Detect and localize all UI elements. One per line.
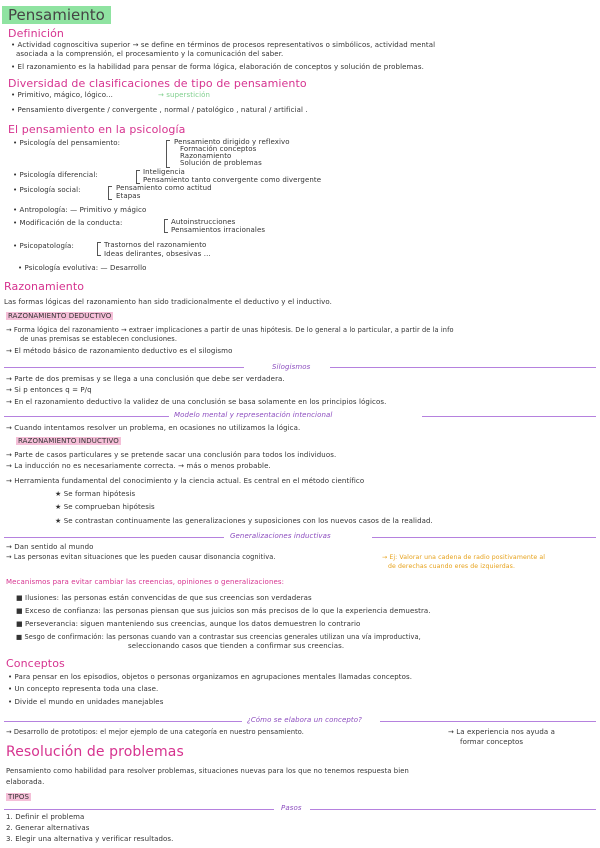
divider	[4, 416, 169, 417]
superstition-note: → superstición	[158, 91, 211, 99]
divider	[4, 367, 244, 368]
generalizaciones-line-1: → Dan sentido al mundo	[6, 543, 94, 551]
concepto-question-label: ¿Cómo se elabora un concepto?	[247, 716, 362, 724]
mecanismos-heading: Mecanismos para evitar cambiar las creencias, opiniones o generalizaciones:	[6, 578, 285, 586]
deductivo-heading	[6, 312, 113, 321]
brace	[136, 170, 140, 184]
divider	[4, 537, 224, 538]
brace-item: Ideas delirantes, obsesivas ...	[104, 250, 211, 258]
inductivo-heading-text: RAZONAMIENTO INDUCTIVO	[18, 437, 119, 445]
psicologia-heading: El pensamiento en la psicología	[8, 123, 186, 136]
mecanismo-item: ■ Sesgo de confirmación: las personas cuando van a contrastar sus creencias generales utilizan una vía improductiva,	[16, 633, 421, 641]
evolutiva-line: • Psicología evolutiva: — Desarrollo	[18, 264, 147, 272]
silogismos-label: Silogismos	[272, 363, 311, 371]
brace-item: Razonamiento	[180, 152, 232, 160]
mecanismo-item: ■ Exceso de confianza: las personas piensan que sus juicios son más precisos de lo que la experiencia demuestra.	[16, 607, 431, 615]
divider	[422, 416, 596, 417]
definicion-line-3: • El razonamiento es la habilidad para pensar de forma lógica, elaboración de conceptos y solución de problemas.	[11, 63, 424, 71]
brace-item: Inteligencia	[143, 168, 185, 176]
resolucion-heading: Resolución de problemas	[6, 744, 184, 760]
brace	[164, 219, 168, 233]
generalizaciones-note-2: de derechas cuando eres de izquierdas.	[388, 563, 516, 570]
paso-item: 2. Generar alternativas	[6, 824, 90, 832]
prototipos-line: → Desarrollo de prototipos: el mejor ejemplo de una categoría en nuestro pensamiento.	[6, 728, 304, 736]
tipos-text: TIPOS	[8, 793, 30, 801]
razonamiento-intro: Las formas lógicas del razonamiento han sido tradicionalmente el deductivo y el inductivo.	[4, 298, 332, 306]
silogismos-line-2: → Si p entonces q = P/q	[6, 386, 92, 394]
diversidad-heading: Diversidad de clasificaciones de tipo de pensamiento	[8, 77, 307, 90]
inductivo-line-1: → Parte de casos particulares y se pretende sacar una conclusión para todos los individuos.	[6, 451, 337, 459]
inductivo-line-2: → La inducción no es necesariamente correcta. → más o menos probable.	[6, 462, 271, 470]
deductivo-heading-text: RAZONAMIENTO DEDUCTIVO	[8, 312, 112, 320]
brace-item: Pensamiento como actitud	[116, 184, 212, 192]
diversidad-line-2: • Pensamiento divergente / convergente , normal / patológico , natural / artificial .	[11, 106, 308, 114]
pasos-label: Pasos	[281, 804, 302, 812]
page-title: Pensamiento	[2, 6, 111, 24]
inductivo-sub-3: ★ Se contrastan continuamente las generalizaciones y suposiciones con los nuevos casos de la realidad.	[55, 517, 433, 525]
generalizaciones-note-1: → Ej: Valorar una cadena de radio positivamente al	[382, 554, 546, 561]
brace	[108, 186, 112, 200]
brace-item: Pensamiento tanto convergente como divergente	[143, 176, 322, 184]
definicion-line-1: • Actividad cognoscitiva superior → se define en términos de procesos representativos o simbólicos, actividad mental	[11, 41, 436, 49]
modelo-mental-label: Modelo mental y representación intencional	[174, 411, 333, 419]
conceptos-line-1: • Para pensar en los episodios, objetos o personas organizamos en agrupaciones mentales llamadas conceptos.	[8, 673, 413, 681]
psicologia-pensamiento-label: • Psicología del pensamiento:	[13, 139, 121, 147]
resolucion-line-1: Pensamiento como habilidad para resolver problemas, situaciones nuevas para los que no tenemos respuesta bien	[6, 767, 409, 775]
paso-item: 1. Definir el problema	[6, 813, 85, 821]
divider	[380, 721, 596, 722]
diversidad-line-1: • Primitivo, mágico, lógico...	[11, 91, 113, 99]
resolucion-line-2: elaborada.	[6, 778, 45, 786]
razonamiento-heading: Razonamiento	[4, 280, 85, 293]
inductivo-line-3: → Herramienta fundamental del conocimiento y la ciencia actual. Es central en el método científico	[6, 477, 365, 485]
modificacion-label: • Modificación de la conducta:	[13, 219, 123, 227]
divider	[372, 537, 596, 538]
brace-item: Formación conceptos	[180, 145, 257, 153]
modelo-mental-line: → Cuando intentamos resolver un problema, en ocasiones no utilizamos la lógica.	[6, 424, 301, 432]
conceptos-heading: Conceptos	[6, 657, 65, 670]
conceptos-line-3: • Divide el mundo en unidades manejables	[8, 698, 164, 706]
brace	[166, 140, 170, 168]
conceptos-line-2: • Un concepto representa toda una clase.	[8, 685, 159, 693]
deductivo-line-1: → Forma lógica del razonamiento → extraer implicaciones a partir de unas hipótesis. De lo general a lo particular, a partir de la info	[6, 326, 454, 334]
antropologia-line: • Antropología: — Primitivo y mágico	[13, 206, 147, 214]
mecanismo-item: ■ Ilusiones: las personas están convencidas de que sus creencias son verdaderas	[16, 594, 312, 602]
brace-item: Autoinstrucciones	[171, 218, 236, 226]
inductivo-heading	[16, 437, 121, 446]
generalizaciones-line-2: → Las personas evitan situaciones que les pueden causar disonancia cognitiva.	[6, 553, 276, 561]
divider	[310, 809, 596, 810]
silogismos-line-1: → Parte de dos premisas y se llega a una conclusión que debe ser verdadera.	[6, 375, 285, 383]
psicologia-diferencial-label: • Psicología diferencial:	[13, 171, 98, 179]
silogismos-line-3: → En el razonamiento deductivo la validez de una conclusión se basa solamente en los principios lógicos.	[6, 398, 387, 406]
brace-item: Trastornos del razonamiento	[104, 241, 207, 249]
inductivo-sub-2: ★ Se comprueban hipótesis	[55, 503, 155, 511]
tipos-heading	[6, 793, 31, 802]
brace-item: Pensamiento dirigido y reflexivo	[174, 138, 290, 146]
paso-item: 3. Elegir una alternativa y verificar resultados.	[6, 835, 174, 843]
deductivo-line-1b: de unas premisas se establecen conclusiones.	[20, 335, 178, 343]
definicion-heading: Definición	[8, 27, 64, 40]
brace-item: Pensamientos irracionales	[171, 226, 266, 234]
brace	[97, 242, 101, 256]
brace-item: Etapas	[116, 192, 141, 200]
mecanismo-item: ■ Perseverancia: siguen manteniendo sus creencias, aunque los datos demuestren lo contrario	[16, 620, 361, 628]
prototipos-note-2: formar conceptos	[460, 738, 524, 746]
generalizaciones-label: Generalizaciones inductivas	[230, 532, 331, 540]
divider	[4, 721, 242, 722]
divider	[330, 367, 596, 368]
definicion-line-2: asociada a la comprensión, el procesamiento y la comunicación del saber.	[16, 50, 284, 58]
psicologia-social-label: • Psicología social:	[13, 186, 81, 194]
brace-item: Solución de problemas	[180, 159, 262, 167]
deductivo-line-2: → El método básico de razonamiento deductivo es el silogismo	[6, 347, 233, 355]
inductivo-sub-1: ★ Se forman hipótesis	[55, 490, 136, 498]
psicopatologia-label: • Psicopatología:	[13, 242, 74, 250]
prototipos-note-1: → La experiencia nos ayuda a	[448, 728, 555, 736]
mecanismo-item-cont: seleccionando casos que tienden a confirmar sus creencias.	[128, 642, 345, 650]
divider	[4, 809, 274, 810]
